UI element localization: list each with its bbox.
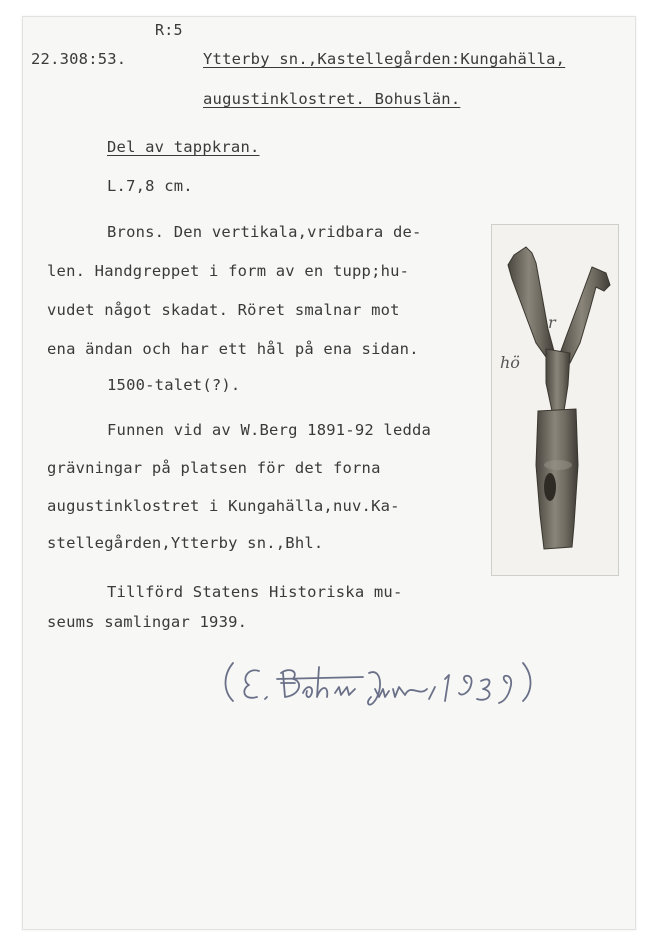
signature-text: (E. Bohm juni 1939). [529, 703, 540, 704]
tap-part-image [492, 225, 618, 575]
find-info-line-2: grävningar på platsen för det forna [47, 459, 381, 477]
acquisition-line-1: Tillförd Statens Historiska mu- [107, 583, 403, 601]
description-line-4: ena ändan och har ett hål på ena sidan. [47, 340, 419, 358]
description-line-2: len. Handgreppet i form av en tupp;hu- [47, 262, 410, 280]
find-info-line-1: Funnen vid av W.Berg 1891-92 ledda [107, 421, 432, 439]
find-info-line-4: stellegården,Ytterby sn.,Bhl. [47, 534, 324, 552]
object-photograph [491, 224, 619, 576]
locality-line-1: Ytterby sn.,Kastellegården:Kungahälla, [203, 50, 566, 68]
photo-annotation: hö [500, 353, 520, 372]
object-dimension: L.7,8 cm. [107, 177, 193, 195]
catalog-number: 22.308:53. [31, 50, 127, 68]
description-line-3: vudet något skadat. Röret smalnar mot [47, 301, 400, 319]
description-line-1: Brons. Den vertikala,vridbara de- [107, 223, 422, 241]
acquisition-line-2: seums samlingar 1939. [47, 613, 248, 631]
description-line-5: 1500-talet(?). [107, 376, 241, 394]
find-info-line-3: augustinklostret i Kungahälla,nuv.Ka- [47, 497, 400, 515]
catalog-card [22, 16, 636, 930]
corner-mark: R:5 [155, 21, 183, 39]
photo-annotation-2: r [548, 313, 556, 332]
signature-image [223, 653, 543, 713]
handwritten-signature [223, 653, 543, 717]
object-name: Del av tappkran. [107, 138, 260, 156]
locality-line-2: augustinklostret. Bohuslän. [203, 90, 461, 108]
